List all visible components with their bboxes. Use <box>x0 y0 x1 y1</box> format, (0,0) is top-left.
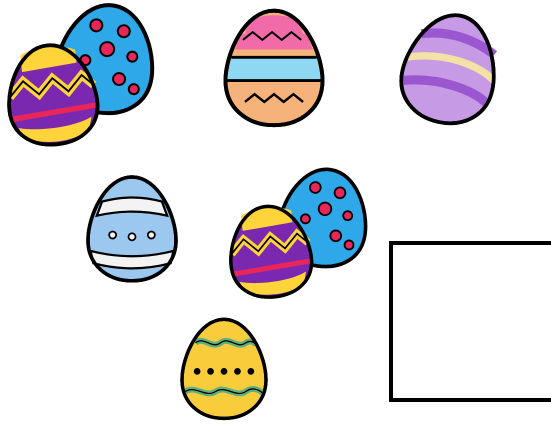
striped-egg-icon <box>226 11 323 125</box>
blue-striped-egg-icon <box>88 177 176 281</box>
egg-pair-icon <box>225 164 373 301</box>
answer-box[interactable] <box>389 241 551 402</box>
egg-pair-icon <box>3 0 161 149</box>
diagonal-striped-egg-icon <box>394 6 507 131</box>
yellow-wavy-egg-icon <box>182 319 266 418</box>
